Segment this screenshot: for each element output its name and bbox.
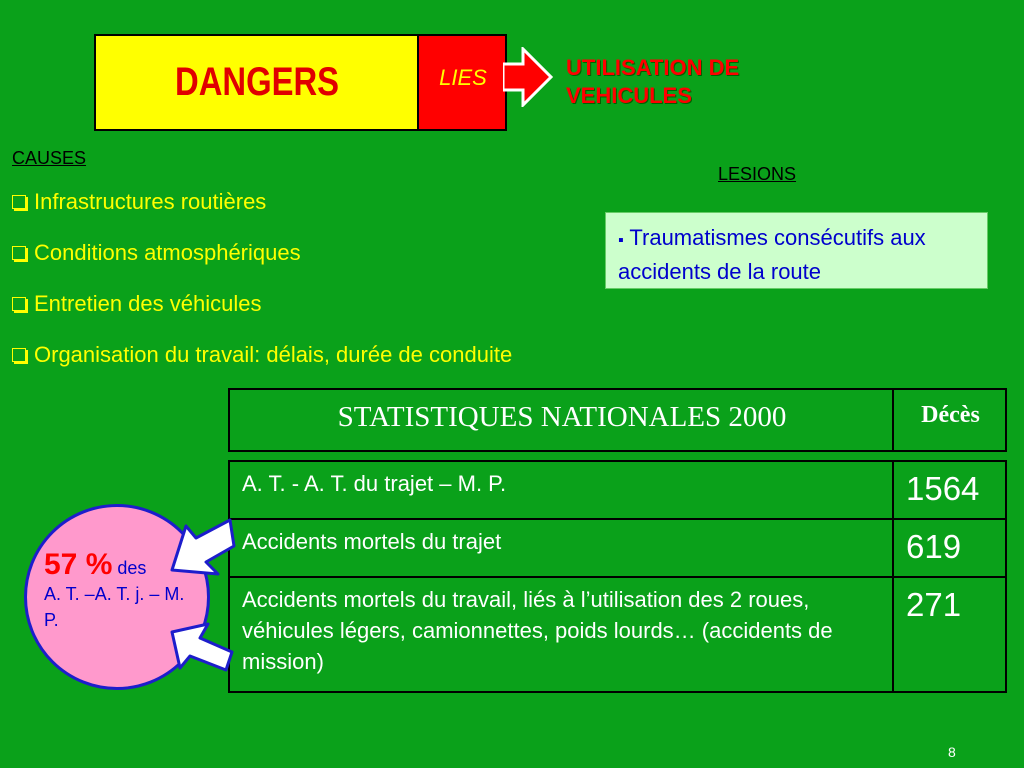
left-arrow-icon — [170, 600, 236, 674]
cause-item — [12, 291, 261, 317]
cause-item — [12, 189, 266, 215]
lesions-text: Traumatismes consécutifs aux accidents de la route — [618, 225, 926, 284]
table-row-label: A. T. - A. T. du trajet – M. P. — [230, 462, 894, 518]
checkbox-bullet-icon — [12, 195, 26, 209]
lies-box — [417, 34, 507, 131]
table-row-value: 1564 — [906, 470, 980, 507]
lies-label: LIES — [439, 64, 487, 90]
dangers-label: DANGERS — [174, 60, 340, 104]
table-row-label: Accidents mortels du trajet — [230, 520, 894, 576]
table-header-title: STATISTIQUES NATIONALES 2000 — [230, 390, 894, 450]
checkbox-bullet-icon — [12, 348, 26, 362]
square-bullet-icon: ▪ — [618, 232, 624, 249]
table-header-row — [228, 388, 1007, 452]
right-arrow-icon — [503, 47, 553, 107]
cause-item-label: Conditions atmosphériques — [34, 240, 301, 265]
percentage-des: des — [117, 558, 147, 578]
lesions-title: LESIONS — [718, 164, 797, 184]
cause-item-label: Infrastructures routières — [34, 189, 267, 214]
percentage-value: 57 % — [44, 548, 113, 581]
left-arrow-icon — [170, 512, 236, 586]
table-row-value: 619 — [906, 528, 962, 565]
utilisation-vehicules-label: UTILISATION DE VEHICULES — [566, 55, 740, 108]
table-row — [228, 576, 1007, 693]
checkbox-bullet-icon — [12, 297, 26, 311]
percentage-description: A. T. –A. T. j. – M. P. — [44, 584, 185, 630]
page-number: 8 — [948, 744, 956, 760]
cause-item-label: Entretien des véhicules — [34, 291, 262, 316]
cause-item — [12, 342, 512, 368]
lesions-box — [605, 212, 988, 289]
table-row — [228, 518, 1007, 578]
cause-item — [12, 240, 301, 266]
cause-item-label: Organisation du travail: délais, durée de conduite — [34, 342, 513, 367]
table-row-label: Accidents mortels du travail, liés à l’utilisation des 2 roues, véhicules légers, camionnettes, poids lourds… (accidents de mission) — [230, 578, 894, 691]
causes-title: CAUSES — [12, 148, 87, 168]
checkbox-bullet-icon — [12, 246, 26, 260]
dangers-box — [94, 34, 420, 131]
table-row — [228, 460, 1007, 520]
table-row-value: 271 — [906, 586, 962, 623]
table-header-deces: Décès — [921, 402, 980, 428]
